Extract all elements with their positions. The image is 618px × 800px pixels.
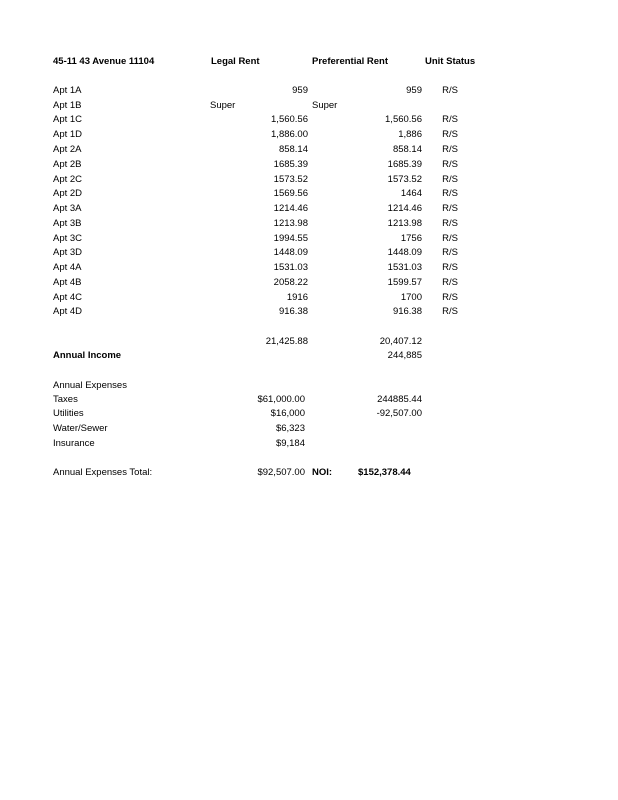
unit-status-header: Unit Status (425, 56, 476, 67)
apt-label: Apt 3B (53, 218, 82, 229)
preferential-rent-value: 1531.03 (387, 262, 422, 273)
unit-status-value: R/S (442, 262, 458, 273)
preferential-rent-total: 20,407.12 (379, 336, 422, 347)
unit-status-value: R/S (442, 114, 458, 125)
apt-label: Apt 4D (53, 306, 83, 317)
unit-status-value: R/S (442, 277, 458, 288)
expense-value: $6,323 (275, 423, 305, 434)
expense-label: Taxes (53, 394, 78, 405)
expense-label: Water/Sewer (53, 423, 108, 434)
unit-status-value: R/S (442, 188, 458, 199)
expense-note: -92,507.00 (376, 408, 422, 419)
expense-label: Insurance (53, 438, 95, 449)
legal-rent-value: 1,560.56 (271, 114, 308, 125)
expense-value: $9,184 (275, 438, 305, 449)
annual-expenses-total-value: $92,507.00 (257, 467, 305, 478)
legal-rent-value: 1994.55 (273, 233, 308, 244)
unit-status-value: R/S (442, 247, 458, 258)
unit-status-value: R/S (442, 306, 458, 317)
apt-label: Apt 3C (53, 233, 83, 244)
preferential-rent-value: 1573.52 (387, 174, 422, 185)
legal-rent-value: 959 (292, 85, 308, 96)
legal-rent-value: 1448.09 (273, 247, 308, 258)
preferential-rent-value: 1,886 (398, 129, 422, 140)
expense-value: $16,000 (270, 408, 305, 419)
preferential-rent-value: 1700 (400, 292, 422, 303)
legal-rent-value: 1916 (286, 292, 308, 303)
apt-label: Apt 1B (53, 100, 82, 111)
preferential-rent-value: 1,560.56 (385, 114, 422, 125)
unit-status-value: R/S (442, 218, 458, 229)
unit-status-value: R/S (442, 129, 458, 140)
annual-expenses-heading: Annual Expenses (53, 380, 127, 391)
preferential-rent-value: 1685.39 (387, 159, 422, 170)
legal-rent-value: 916.38 (278, 306, 308, 317)
legal-rent-value: 1,886.00 (271, 129, 308, 140)
unit-status-value: R/S (442, 292, 458, 303)
preferential-rent-value: 1213.98 (387, 218, 422, 229)
legal-rent-value: 1685.39 (273, 159, 308, 170)
legal-rent-value: 1573.52 (273, 174, 308, 185)
preferential-rent-value: 1599.57 (387, 277, 422, 288)
apt-label: Apt 2A (53, 144, 82, 155)
legal-rent-value: 1531.03 (273, 262, 308, 273)
legal-rent-value: 1214.46 (273, 203, 308, 214)
preferential-rent-value: 959 (406, 85, 422, 96)
apt-label: Apt 3D (53, 247, 83, 258)
unit-status-value: R/S (442, 144, 458, 155)
unit-status-value: R/S (442, 159, 458, 170)
legal-rent-value: 1569.56 (273, 188, 308, 199)
legal-rent-value: 2058.22 (273, 277, 308, 288)
preferential-rent-value: 1448.09 (387, 247, 422, 258)
apt-label: Apt 4C (53, 292, 83, 303)
legal-rent-value: Super (210, 100, 236, 111)
expense-note: 244885.44 (377, 394, 422, 405)
noi-value: $152,378.44 (358, 467, 411, 478)
preferential-rent-header: Preferential Rent (312, 56, 389, 67)
apt-label: Apt 1D (53, 129, 83, 140)
apt-label: Apt 3A (53, 203, 82, 214)
legal-rent-total: 21,425.88 (265, 336, 308, 347)
unit-status-value: R/S (442, 233, 458, 244)
expense-label: Utilities (53, 408, 84, 419)
preferential-rent-value: 916.38 (392, 306, 422, 317)
apt-label: Apt 2D (53, 188, 83, 199)
legal-rent-header: Legal Rent (211, 56, 260, 67)
preferential-rent-value: 1464 (400, 188, 422, 199)
annual-expenses-total-label: Annual Expenses Total: (53, 467, 153, 478)
legal-rent-value: 858.14 (278, 144, 308, 155)
unit-status-value: R/S (442, 203, 458, 214)
apt-label: Apt 1C (53, 114, 83, 125)
annual-income-value: 244,885 (387, 350, 422, 361)
unit-status-value: R/S (442, 174, 458, 185)
noi-label: NOI: (312, 467, 333, 478)
apt-label: Apt 4A (53, 262, 82, 273)
apt-label: Apt 4B (53, 277, 82, 288)
expense-value: $61,000.00 (257, 394, 305, 405)
preferential-rent-value: 1756 (400, 233, 422, 244)
legal-rent-value: 1213.98 (273, 218, 308, 229)
property-address: 45-11 43 Avenue 11104 (53, 56, 155, 67)
preferential-rent-value: 858.14 (392, 144, 422, 155)
apt-label: Apt 2C (53, 174, 83, 185)
apt-label: Apt 2B (53, 159, 82, 170)
annual-income-label: Annual Income (53, 350, 122, 361)
preferential-rent-value: Super (312, 100, 338, 111)
apt-label: Apt 1A (53, 85, 82, 96)
unit-status-value: R/S (442, 85, 458, 96)
preferential-rent-value: 1214.46 (387, 203, 422, 214)
